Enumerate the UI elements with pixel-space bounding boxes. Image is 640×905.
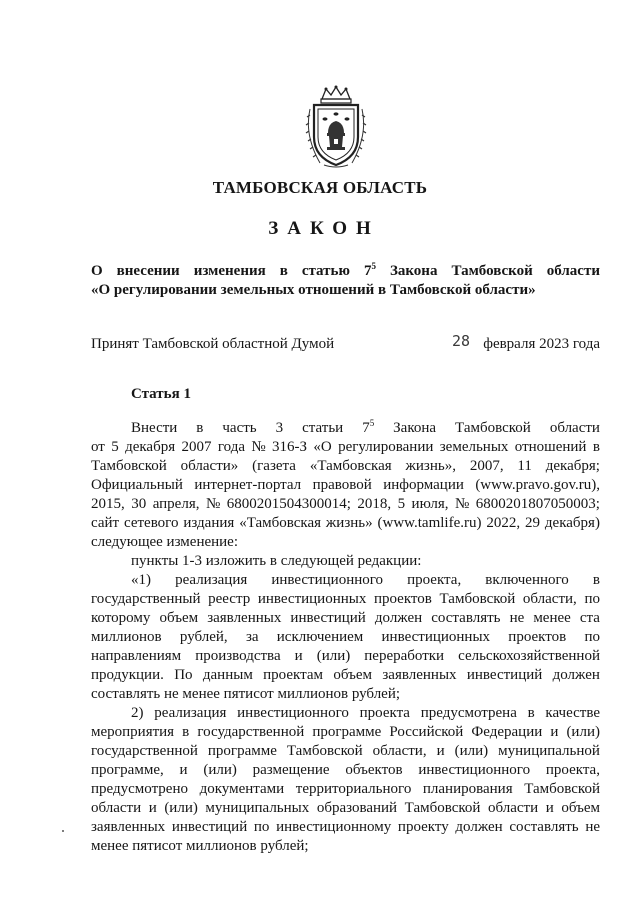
body-line: Внести в часть 3 статьи $7^5$ Закона Тамбовской области (131, 418, 600, 436)
body-line: области и (или) муниципальных образований Тамбовской области и объем (91, 800, 600, 816)
body-line: пункты 1-3 изложить в следующей редакции: (131, 553, 422, 569)
body-line: государственный реестр инвестиционных проектов Тамбовской области, по (91, 591, 600, 607)
body-line: заявленных инвестиций по инвестиционному проекту должен составлять не (91, 819, 600, 835)
scan-speck (62, 830, 64, 832)
body-line: составлять не менее пятисот миллионов рублей; (91, 686, 401, 702)
tambov-coat-of-arms-icon (300, 85, 372, 169)
body-line: «1) реализация инвестиционного проекта, включенного в (131, 572, 600, 588)
body-line: миллионов рублей, за исключением инвестиционных проектов по (91, 629, 600, 645)
adoption-day: 28 (452, 332, 471, 350)
law-title (91, 262, 600, 300)
body-line: направлениям производства и (или) переработки сельскохозяйственной (91, 648, 600, 664)
body-line: которому объем заявленных инвестиций должен составлять не менее ста (91, 610, 600, 626)
body-line: предусмотрено документами территориального планирования Тамбовской (91, 781, 600, 797)
body-line: следующее изменение: (91, 534, 239, 550)
article-heading: Статья 1 (131, 386, 191, 402)
body-line: государственной программе Тамбовской области, и (или) муниципальной (91, 743, 600, 759)
adoption-date: февраля 2023 года (483, 336, 600, 352)
body-line: Тамбовской области» (газета «Тамбовская жизнь», 2007, 11 декабря; (91, 458, 600, 474)
document-type-heading: ЗАКОН (268, 218, 380, 239)
body-line: Официальный интернет-портал правовой информации (www.pravo.gov.ru), (91, 477, 600, 493)
article-body (91, 419, 600, 856)
adoption-body: Принят Тамбовской областной Думой (91, 336, 335, 352)
body-line: сайт сетевого издания «Тамбовская жизнь» (www.tamlife.ru) 2022, 29 декабря) (91, 515, 600, 531)
body-line: менее пятисот миллионов рублей; (91, 838, 309, 854)
article-number: $7^5$ (363, 261, 376, 279)
body-line: продукции. По данным проектам объем заявленных инвестиций должен (91, 667, 600, 683)
region-heading: ТАМБОВСКАЯ ОБЛАСТЬ (212, 178, 428, 197)
body-line: 2) реализация инвестиционного проекта предусмотрена в качестве (131, 705, 600, 721)
body-line: от 5 декабря 2007 года № 316-З «О регулировании земельных отношений в (91, 439, 600, 455)
law-title-line-1: О внесении изменения в статью $7^5$ Закона Тамбовской области (91, 261, 600, 279)
body-line: 2015, 30 апреля, № 6800201504300014; 2018, 5 июля, № 6800201807050003; (91, 496, 600, 512)
law-title-line-2: «О регулировании земельных отношений в Тамбовской области» (91, 282, 536, 298)
body-line: программе, и (или) размещение объектов инвестиционного проекта, (91, 762, 600, 778)
body-line: мероприятия в государственной программе Российской Федерации и (или) (91, 724, 600, 740)
